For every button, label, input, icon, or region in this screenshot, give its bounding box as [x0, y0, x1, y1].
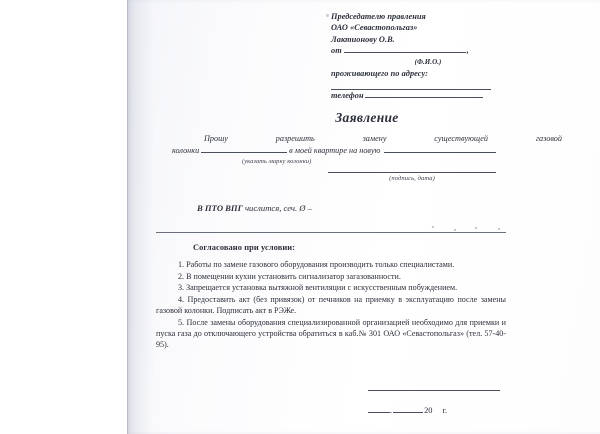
page-content: [128, 0, 600, 434]
condition-item-1: 1. Работы по замене газового оборудования производить только специалистами.: [178, 260, 455, 269]
applicant-name-row: [331, 45, 507, 56]
residence-address-field[interactable]: [331, 79, 491, 90]
addressee-block: [331, 11, 507, 102]
condition-item-4: 4. Предоставить акт (без привязок) от печников на приемку в эксплуатацию после замены газовой колонки. Подписать акт в РЭЖе.: [156, 295, 506, 316]
condition-item-5: 5. После замены оборудования специализированной организацией необходимо для приемки и пуска газа до отключающего устройства обратиться в каб.№ 301 ОАО «Севастопольгаз» (тел. 57-40-95).: [156, 318, 506, 350]
conditions-heading: Согласовано при условии:: [193, 243, 296, 252]
request-line-1: [172, 133, 564, 144]
addressee-line-1: Председателю правления: [331, 12, 426, 21]
applicant-signature-line[interactable]: [328, 172, 496, 173]
addressee-line-2: ОАО «Севастопольгаз»: [331, 23, 418, 33]
request-word-5: газовой: [535, 134, 562, 143]
date-month-field[interactable]: [393, 412, 423, 413]
from-label: от: [331, 46, 342, 56]
applicant-name-field[interactable]: [344, 52, 466, 53]
request-paragraph: [172, 133, 564, 167]
date-day-field[interactable]: [368, 412, 390, 413]
phone-row: [331, 90, 507, 101]
phone-label: телефон: [331, 91, 364, 101]
applicant-signature-block: [328, 172, 496, 182]
new-appliance-field[interactable]: [384, 152, 496, 153]
section-divider: [156, 232, 506, 233]
fio-caption: (Ф.И.О.): [414, 57, 442, 66]
request-middle-text: в моей квартире на новую: [289, 146, 381, 155]
scan-artifact-speck: [326, 14, 329, 17]
old-appliance-field[interactable]: [201, 152, 287, 153]
pto-vpg-note: [197, 203, 312, 213]
residence-label: проживающего по адресу:: [331, 69, 428, 79]
page-title: Заявление: [335, 110, 399, 125]
old-appliance-label: колонки: [172, 146, 200, 155]
scan-noise-dots: [428, 226, 508, 232]
from-trailing-comma: ,: [466, 46, 469, 56]
approver-signature-line[interactable]: [368, 390, 500, 391]
date-year-prefix: 20: [424, 406, 433, 415]
scanned-page: [127, 0, 600, 434]
condition-item-2: 2. В помещении кухни установить сигнализатор загазованности.: [178, 271, 401, 281]
request-word-3: замену: [362, 134, 387, 143]
condition-item-3: 3. Запрещается установка вытяжной вентиляции с искусственным побуждением.: [178, 283, 458, 293]
signature-date-caption: (подпись, дата): [389, 175, 435, 182]
date-line: . 20 г.: [368, 406, 447, 415]
request-word-4: существующей: [434, 134, 489, 143]
request-word-2: разрешить: [275, 134, 315, 143]
pto-vpg-text: числится, сеч. Ø –: [244, 203, 312, 213]
request-word-1: Прошу: [204, 134, 228, 143]
brand-hint-caption: (указать марку колонки): [242, 158, 312, 165]
pto-vpg-label: В ПТО ВПГ: [197, 203, 243, 213]
request-line-2: [172, 145, 564, 156]
conditions-list: [156, 259, 506, 351]
addressee-line-3: Лактионову О.В.: [331, 34, 395, 44]
date-year-suffix: г.: [442, 406, 448, 415]
phone-field[interactable]: [365, 97, 483, 98]
